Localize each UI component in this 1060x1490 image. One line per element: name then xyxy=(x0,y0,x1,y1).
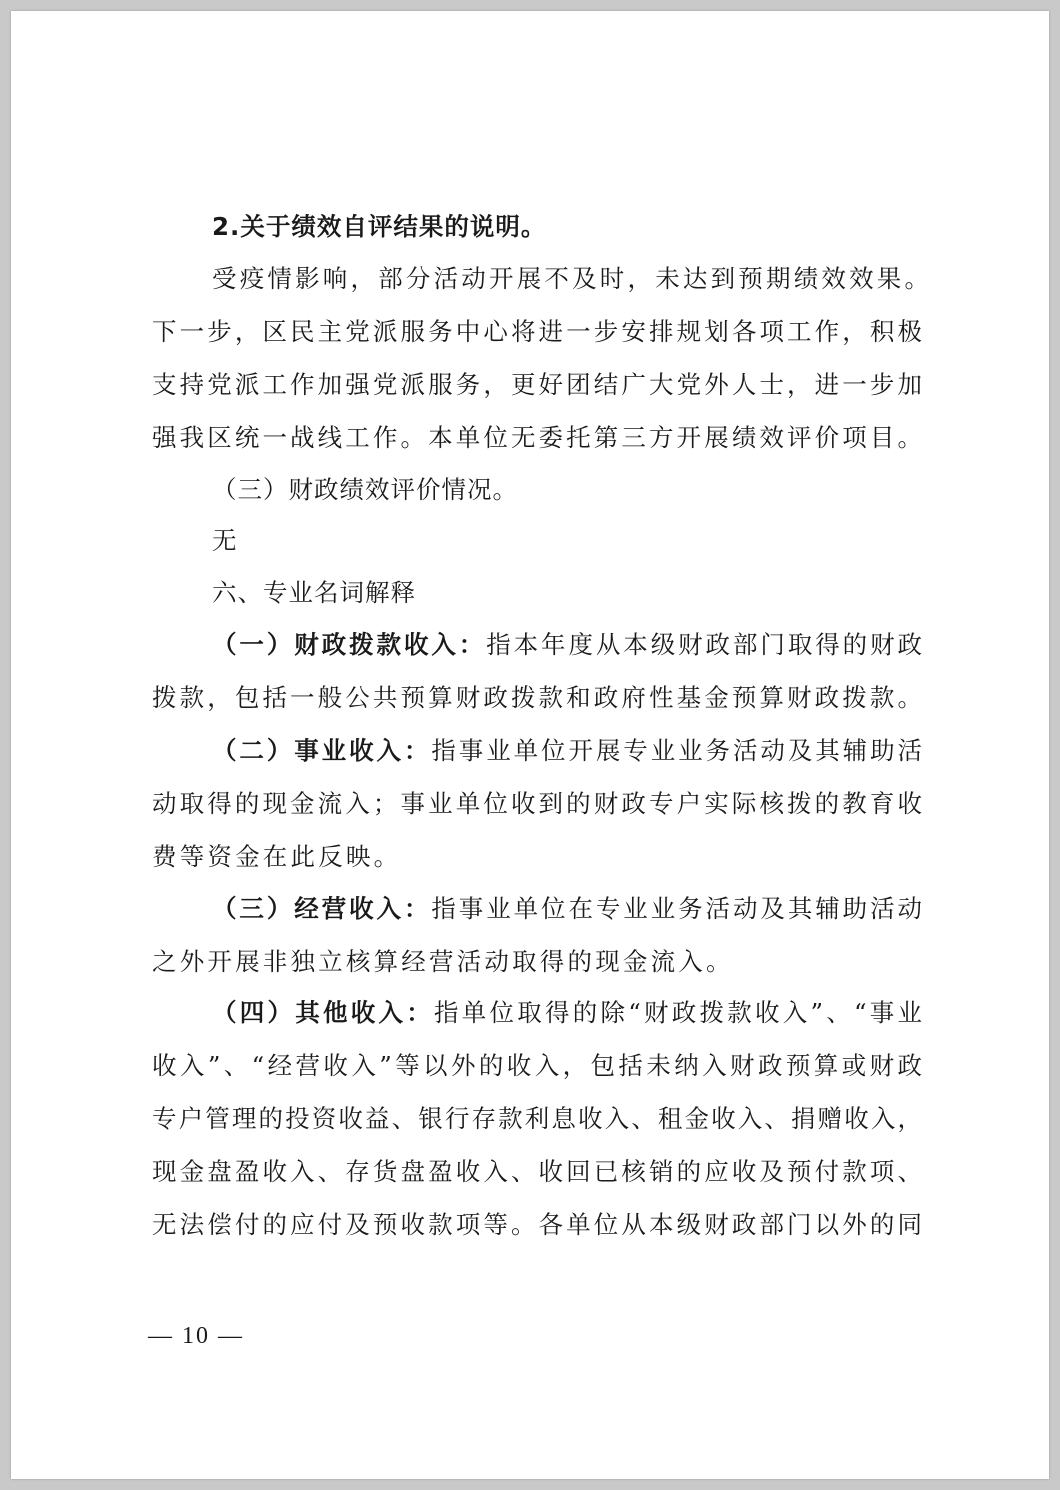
definition-line xyxy=(212,892,922,926)
definition-line: 专户管理的投资收益、银行存款利息收入、租金收入、捐赠收入， xyxy=(152,1104,922,1133)
definition-term: （二）事业收入： xyxy=(212,736,432,765)
section-heading: （三）财政绩效评价情况。 xyxy=(212,475,518,504)
definition-line xyxy=(212,996,922,1030)
paragraph-line: 强我区统一战线工作。本单位无委托第三方开展绩效评价项目。 xyxy=(152,423,922,452)
definition-term: （三）经营收入： xyxy=(212,894,432,923)
definition-text: 指本年度从本级财政部门取得的财政 xyxy=(486,630,923,659)
definition-term: （四）其他收入： xyxy=(212,998,434,1027)
paragraph-line: 下一步，区民主党派服务中心将进一步安排规划各项工作，积极 xyxy=(152,317,922,346)
section-heading: 六、专业名词解释 xyxy=(212,578,416,607)
paragraph-line: 受疫情影响，部分活动开展不及时，未达到预期绩效效果。 xyxy=(212,264,933,293)
definition-text: 指事业单位开展专业业务活动及其辅助活 xyxy=(431,736,922,765)
definition-line: 之外开展非独立核算经营活动取得的现金流入。 xyxy=(152,947,734,976)
definition-line xyxy=(212,734,922,768)
paragraph-line: 支持党派工作加强党派服务，更好团结广大党外人士，进一步加 xyxy=(152,370,922,399)
page-number: — 10 — xyxy=(148,1323,244,1349)
definition-line xyxy=(212,628,922,662)
definition-line: 收入”、“经营收入”等以外的收入，包括未纳入财政预算或财政 xyxy=(152,1051,922,1080)
subsection-heading: 2.关于绩效自评结果的说明。 xyxy=(212,212,547,241)
none-text: 无 xyxy=(212,526,238,555)
definition-line: 动取得的现金流入；事业单位收到的财政专户实际核拨的教育收 xyxy=(152,789,922,818)
definition-line: 拨款，包括一般公共预算财政拨款和政府性基金预算财政拨款。 xyxy=(152,683,922,712)
definition-term: （一）财政拨款收入： xyxy=(212,630,487,659)
definition-text: 指单位取得的除“财政拨款收入”、“事业 xyxy=(433,998,923,1027)
definition-line: 无法偿付的应付及预收款项等。各单位从本级财政部门以外的同 xyxy=(152,1210,922,1239)
definition-line: 费等资金在此反映。 xyxy=(152,842,402,871)
definition-line: 现金盘盈收入、存货盘盈收入、收回已核销的应收及预付款项、 xyxy=(152,1157,922,1186)
definition-text: 指事业单位在专业业务活动及其辅助活动 xyxy=(431,894,922,923)
